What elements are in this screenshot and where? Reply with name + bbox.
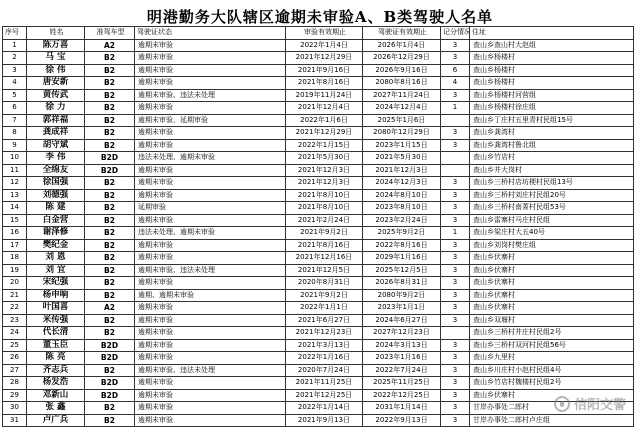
cell-index: 17: [3, 239, 27, 252]
cell-review-expiry: 2021年8月10日: [286, 189, 363, 202]
cell-status: 逾期未审验: [135, 52, 286, 65]
cell-review-expiry: 2022年1月15日: [286, 139, 363, 152]
cell-points: 1: [441, 227, 470, 240]
cell-review-expiry: 2021年9月13日: [286, 414, 363, 427]
cell-status: 违法未处理、逾期未审验: [135, 227, 286, 240]
cell-review-expiry: 2021年9月2日: [286, 227, 363, 240]
table-row: [3, 352, 634, 365]
cell-address: 查山乡井大岗村: [470, 164, 634, 177]
police-badge-icon: [554, 396, 570, 412]
cell-status: 逾期未审验: [135, 139, 286, 152]
cell-license-class: B2: [85, 289, 135, 302]
cell-points: 6: [441, 64, 470, 77]
table-row: [3, 339, 634, 352]
cell-name: 刘 恩: [27, 252, 85, 265]
table-row: [3, 189, 634, 202]
cell-index: 22: [3, 302, 27, 315]
cell-license-expiry: 2029年1月16日: [363, 252, 441, 265]
table-row: [3, 202, 634, 215]
cell-points: 3: [441, 277, 470, 290]
cell-license-class: B2: [85, 64, 135, 77]
cell-review-expiry: 2021年8月10日: [286, 202, 363, 215]
cell-points: 3: [441, 189, 470, 202]
table-row: [3, 227, 634, 240]
cell-address: 查山乡伏寨村: [470, 277, 634, 290]
cell-license-class: B2: [85, 89, 135, 102]
cell-status: 逾期未审验、违法未处理: [135, 364, 286, 377]
cell-status: 逾期未审验: [135, 302, 286, 315]
table-row: [3, 277, 634, 290]
cell-address: 查山乡伏寨村: [470, 264, 634, 277]
cell-points: 3: [441, 339, 470, 352]
table-row: [3, 139, 634, 152]
cell-license-expiry: 2024年6月27日: [363, 314, 441, 327]
table-row: [3, 64, 634, 77]
cell-status: 延期审验: [135, 202, 286, 215]
table-row: [3, 127, 634, 140]
cell-name: 唐安新: [27, 77, 85, 90]
table-row: [3, 414, 634, 427]
header-review-expiry: 审验有效期止: [286, 27, 363, 40]
cell-index: 20: [3, 277, 27, 290]
cell-name: 白金营: [27, 214, 85, 227]
cell-license-class: B2: [85, 177, 135, 190]
cell-status: 逾期未审验、违法未处理: [135, 89, 286, 102]
table-row: [3, 389, 634, 402]
cell-review-expiry: 2021年12月23日: [286, 327, 363, 340]
cell-review-expiry: 2021年12月29日: [286, 127, 363, 140]
cell-status: 逾期未审验: [135, 389, 286, 402]
header-name: 姓名: [27, 27, 85, 40]
cell-license-class: B2: [85, 364, 135, 377]
cell-review-expiry: 2021年9月16日: [286, 64, 363, 77]
cell-address: 查山乡伏寨村: [470, 302, 634, 315]
cell-points: 3: [441, 177, 470, 190]
cell-index: 18: [3, 252, 27, 265]
cell-points: 3: [441, 352, 470, 365]
cell-name: 黄传武: [27, 89, 85, 102]
cell-name: 龚成祥: [27, 127, 85, 140]
cell-index: 14: [3, 202, 27, 215]
cell-review-expiry: 2021年12月3日: [286, 164, 363, 177]
cell-status: 逾期未审验: [135, 277, 286, 290]
cell-license-class: B2: [85, 314, 135, 327]
cell-address: 查山乡三桥村刘庄村民组20号: [470, 189, 634, 202]
driver-list-table: [2, 26, 634, 427]
cell-index: 27: [3, 364, 27, 377]
cell-name: 陈 建: [27, 202, 85, 215]
cell-review-expiry: 2021年12月25日: [286, 389, 363, 402]
cell-license-class: B2D: [85, 164, 135, 177]
cell-points: [441, 114, 470, 127]
cell-index: 31: [3, 414, 27, 427]
cell-points: 3: [441, 202, 470, 215]
cell-index: 7: [3, 114, 27, 127]
cell-index: 6: [3, 102, 27, 115]
cell-points: 4: [441, 77, 470, 90]
cell-name: 代长清: [27, 327, 85, 340]
cell-index: 3: [3, 64, 27, 77]
cell-license-expiry: 2022年7月24日: [363, 364, 441, 377]
cell-review-expiry: 2020年8月31日: [286, 277, 363, 290]
table-row: [3, 327, 634, 340]
cell-address: 查山乡伏寨村: [470, 252, 634, 265]
cell-index: 26: [3, 352, 27, 365]
cell-index: 23: [3, 314, 27, 327]
cell-name: 谢泽修: [27, 227, 85, 240]
table-row: [3, 364, 634, 377]
cell-license-expiry: 2024年8月10日: [363, 189, 441, 202]
cell-index: 1: [3, 39, 27, 52]
cell-points: 3: [441, 364, 470, 377]
cell-status: 逾期未审验: [135, 314, 286, 327]
cell-review-expiry: 2021年6月27日: [286, 314, 363, 327]
cell-license-expiry: 2023年1月16日: [363, 352, 441, 365]
cell-index: 13: [3, 189, 27, 202]
cell-points: 3: [441, 377, 470, 390]
cell-points: 1: [441, 102, 470, 115]
header-license-class: 准驾车型: [85, 27, 135, 40]
cell-license-expiry: 2026年12月29日: [363, 52, 441, 65]
table-row: [3, 77, 634, 90]
cell-name: 胡守斌: [27, 139, 85, 152]
cell-address: 查山乡丁庄村五里青村民组15号: [470, 114, 634, 127]
cell-review-expiry: 2021年12月5日: [286, 264, 363, 277]
cell-review-expiry: 2021年12月4日: [286, 102, 363, 115]
cell-address: 查山乡九里村: [470, 352, 634, 365]
table-row: [3, 52, 634, 65]
cell-license-expiry: 2023年8月10日: [363, 202, 441, 215]
cell-address: 查山乡龚湾村鲁北组: [470, 139, 634, 152]
cell-index: 10: [3, 152, 27, 165]
cell-points: 3: [441, 389, 470, 402]
cell-license-expiry: 2025年9月2日: [363, 227, 441, 240]
cell-address: 查山乡查山村大赵组: [470, 39, 634, 52]
cell-name: 邓新山: [27, 389, 85, 402]
cell-address: 查山乡雷寨村马庄村民组: [470, 214, 634, 227]
cell-review-expiry: 2020年7月24日: [286, 364, 363, 377]
cell-name: 郭祥福: [27, 114, 85, 127]
table-row: [3, 302, 634, 315]
cell-index: 30: [3, 402, 27, 415]
cell-license-class: B2: [85, 189, 135, 202]
cell-name: 刘德强: [27, 189, 85, 202]
cell-review-expiry: 2021年3月13日: [286, 339, 363, 352]
cell-index: 29: [3, 389, 27, 402]
cell-name: 杨发浩: [27, 377, 85, 390]
table-row: [3, 314, 634, 327]
cell-name: 卢广兵: [27, 414, 85, 427]
cell-review-expiry: 2022年1月1日: [286, 302, 363, 315]
cell-address: 查山乡伏寨村: [470, 389, 634, 402]
cell-status: 逾期未审验: [135, 414, 286, 427]
cell-name: 刘 宜: [27, 264, 85, 277]
cell-index: 19: [3, 264, 27, 277]
cell-index: 12: [3, 177, 27, 190]
cell-license-class: B2: [85, 402, 135, 415]
cell-address: 甘岸办事处二郎村: [470, 402, 634, 415]
cell-address: 查山乡杨楼村: [470, 77, 634, 90]
cell-license-expiry: 2023年2月24日: [363, 214, 441, 227]
cell-name: 全绵友: [27, 164, 85, 177]
cell-license-class: B2: [85, 239, 135, 252]
cell-name: 李 伟: [27, 152, 85, 165]
cell-review-expiry: 2021年5月30日: [286, 152, 363, 165]
cell-points: 3: [441, 252, 470, 265]
cell-license-class: B2: [85, 252, 135, 265]
table-row: [3, 164, 634, 177]
cell-name: 张 鑫: [27, 402, 85, 415]
cell-review-expiry: 2022年1月6日: [286, 114, 363, 127]
cell-index: 16: [3, 227, 27, 240]
cell-review-expiry: 2021年8月16日: [286, 77, 363, 90]
cell-name: 杨申响: [27, 289, 85, 302]
cell-address: 查山乡竹店村: [470, 152, 634, 165]
cell-license-expiry: 2080年8月16日: [363, 77, 441, 90]
cell-status: 逾期未审验: [135, 64, 286, 77]
cell-license-class: B2: [85, 214, 135, 227]
cell-license-expiry: 2024年3月13日: [363, 339, 441, 352]
cell-license-class: B2: [85, 202, 135, 215]
cell-license-class: B2D: [85, 352, 135, 365]
cell-address: 查山乡三桥村店坊梗村民组13号: [470, 177, 634, 190]
cell-index: 5: [3, 89, 27, 102]
cell-name: 宋纪强: [27, 277, 85, 290]
cell-status: 逾期未审验: [135, 164, 286, 177]
cell-license-expiry: 2024年12月4日: [363, 102, 441, 115]
header-status: 驾驶证状态: [135, 27, 286, 40]
cell-address: 查山乡双堰村: [470, 314, 634, 327]
cell-license-class: A2: [85, 302, 135, 315]
cell-status: 逾期、逾期未审验: [135, 289, 286, 302]
cell-license-class: B2: [85, 264, 135, 277]
cell-name: 徐 力: [27, 102, 85, 115]
cell-status: 逾期未审验: [135, 377, 286, 390]
table-row: [3, 377, 634, 390]
cell-points: 3: [441, 127, 470, 140]
cell-license-expiry: 2026年9月16日: [363, 64, 441, 77]
cell-points: [441, 327, 470, 340]
cell-name: 米传强: [27, 314, 85, 327]
cell-status: 逾期未审验: [135, 39, 286, 52]
cell-license-expiry: 2021年12月3日: [363, 164, 441, 177]
cell-points: 3: [441, 52, 470, 65]
cell-name: 马 宝: [27, 52, 85, 65]
cell-points: 3: [441, 289, 470, 302]
header-address: 住址: [470, 27, 634, 40]
cell-points: 3: [441, 39, 470, 52]
cell-license-expiry: 2022年9月13日: [363, 414, 441, 427]
cell-index: 24: [3, 327, 27, 340]
cell-index: 9: [3, 139, 27, 152]
table-row: [3, 89, 634, 102]
cell-points: 3: [441, 139, 470, 152]
cell-name: 樊纪金: [27, 239, 85, 252]
cell-license-class: B2: [85, 114, 135, 127]
cell-address: 查山乡梁庄村大五40号: [470, 227, 634, 240]
cell-license-class: B2: [85, 277, 135, 290]
cell-address: 查山乡竹店村魏楼村民组2号: [470, 377, 634, 390]
cell-license-expiry: 2080年12月29日: [363, 127, 441, 140]
cell-license-expiry: 2080年9月2日: [363, 289, 441, 302]
cell-license-class: B2: [85, 52, 135, 65]
cell-license-expiry: 2025年11月25日: [363, 377, 441, 390]
cell-points: 3: [441, 402, 470, 415]
cell-review-expiry: 2021年2月24日: [286, 214, 363, 227]
cell-name: 董玉臣: [27, 339, 85, 352]
cell-review-expiry: 2022年1月16日: [286, 352, 363, 365]
watermark: [554, 394, 626, 413]
cell-license-class: B2D: [85, 152, 135, 165]
cell-name: 陈 亮: [27, 352, 85, 365]
cell-review-expiry: 2021年9月2日: [286, 289, 363, 302]
table-row: [3, 402, 634, 415]
cell-license-expiry: 2023年1月1日: [363, 302, 441, 315]
cell-address: 查山乡刘岗村樊庄组: [470, 239, 634, 252]
cell-license-class: B2: [85, 327, 135, 340]
cell-review-expiry: 2021年12月29日: [286, 52, 363, 65]
cell-address: 查山乡三桥村南菁村民组53号: [470, 202, 634, 215]
table-row: [3, 289, 634, 302]
cell-name: 徐国强: [27, 177, 85, 190]
cell-address: 查山乡三桥村井庄村民组2号: [470, 327, 634, 340]
cell-license-class: B2: [85, 414, 135, 427]
cell-status: 逾期未审验: [135, 177, 286, 190]
cell-index: 25: [3, 339, 27, 352]
cell-address: 查山乡龚湾村: [470, 127, 634, 140]
cell-license-class: B2D: [85, 389, 135, 402]
cell-status: 逾期未审验: [135, 339, 286, 352]
cell-address: 甘岸办事处二郎村卢庄组: [470, 414, 634, 427]
header-license-expiry: 驾驶证有效期止: [363, 27, 441, 40]
cell-review-expiry: 2019年11月24日: [286, 89, 363, 102]
cell-review-expiry: 2021年12月16日: [286, 252, 363, 265]
cell-license-expiry: 2027年12月23日: [363, 327, 441, 340]
table-row: [3, 114, 634, 127]
cell-status: 违法未处理、逾期未审验: [135, 152, 286, 165]
cell-license-expiry: 2025年1月6日: [363, 114, 441, 127]
table-row: [3, 264, 634, 277]
cell-address: 查山乡杨楼村徐庄组: [470, 102, 634, 115]
cell-points: 3: [441, 414, 470, 427]
cell-status: 逾期未审验: [135, 402, 286, 415]
cell-license-expiry: 2024年12月3日: [363, 177, 441, 190]
cell-license-expiry: 2026年1月4日: [363, 39, 441, 52]
table-row: [3, 214, 634, 227]
cell-points: 3: [441, 264, 470, 277]
cell-status: 逾期未审验: [135, 327, 286, 340]
cell-name: 陈万喜: [27, 39, 85, 52]
cell-license-class: B2: [85, 139, 135, 152]
cell-points: 3: [441, 239, 470, 252]
cell-address: 查山乡杨楼村: [470, 52, 634, 65]
cell-points: 3: [441, 214, 470, 227]
cell-license-class: B2: [85, 227, 135, 240]
cell-index: 4: [3, 77, 27, 90]
cell-points: 3: [441, 89, 470, 102]
cell-review-expiry: 2021年11月25日: [286, 377, 363, 390]
cell-license-expiry: 2023年1月15日: [363, 139, 441, 152]
cell-status: 逾期未审验: [135, 214, 286, 227]
cell-status: 逾期未审验: [135, 127, 286, 140]
cell-name: 叶国喜: [27, 302, 85, 315]
cell-license-expiry: 2027年11月24日: [363, 89, 441, 102]
cell-index: 28: [3, 377, 27, 390]
cell-name: 徐 伟: [27, 64, 85, 77]
cell-license-class: B2D: [85, 377, 135, 390]
cell-status: 逾期未审验: [135, 77, 286, 90]
table-row: [3, 239, 634, 252]
cell-address: 查山乡三桥村双河村民组56号: [470, 339, 634, 352]
cell-status: 逾期未审验: [135, 352, 286, 365]
cell-license-class: A2: [85, 39, 135, 52]
cell-index: 2: [3, 52, 27, 65]
table-row: [3, 252, 634, 265]
table-header-row: [3, 27, 634, 40]
cell-license-expiry: 2025年12月5日: [363, 264, 441, 277]
cell-status: 逾期未审验: [135, 189, 286, 202]
cell-address: 查山乡伏寨村: [470, 289, 634, 302]
cell-status: 逾期未审验: [135, 239, 286, 252]
cell-address: 查山乡杨楼村河营组: [470, 89, 634, 102]
cell-review-expiry: 2021年8月16日: [286, 239, 363, 252]
watermark-text: 信阳交警: [574, 394, 626, 413]
cell-review-expiry: 2022年1月4日: [286, 39, 363, 52]
table-row: [3, 39, 634, 52]
cell-status: 逾期未审验、延期审验: [135, 114, 286, 127]
header-index: 序号: [3, 27, 27, 40]
cell-review-expiry: 2021年12月3日: [286, 177, 363, 190]
cell-license-class: B2: [85, 77, 135, 90]
cell-status: 逾期未审验、违法未处理: [135, 264, 286, 277]
cell-points: [441, 164, 470, 177]
page-title: 明港勤务大队辖区逾期未审验A、B类驾驶人名单: [0, 6, 640, 27]
cell-license-expiry: 2022年8月16日: [363, 239, 441, 252]
cell-index: 21: [3, 289, 27, 302]
cell-license-expiry: 2021年5月30日: [363, 152, 441, 165]
cell-index: 8: [3, 127, 27, 140]
table-row: [3, 152, 634, 165]
cell-name: 齐志兵: [27, 364, 85, 377]
table-row: [3, 177, 634, 190]
cell-points: 3: [441, 314, 470, 327]
cell-license-class: B2D: [85, 339, 135, 352]
cell-license-class: B2: [85, 127, 135, 140]
cell-license-expiry: 2022年12月25日: [363, 389, 441, 402]
cell-license-class: B2: [85, 102, 135, 115]
cell-license-expiry: 2031年1月14日: [363, 402, 441, 415]
cell-address: 查山乡杨楼村: [470, 64, 634, 77]
cell-points: [441, 152, 470, 165]
cell-index: 15: [3, 214, 27, 227]
cell-review-expiry: 2022年1月14日: [286, 402, 363, 415]
cell-status: 逾期未审验: [135, 102, 286, 115]
cell-status: 逾期未审验: [135, 252, 286, 265]
cell-license-expiry: 2026年8月31日: [363, 277, 441, 290]
cell-points: 3: [441, 302, 470, 315]
header-points: 记分情况: [441, 27, 470, 40]
cell-address: 查山乡川庄村小赵村民组4号: [470, 364, 634, 377]
table-row: [3, 102, 634, 115]
cell-index: 11: [3, 164, 27, 177]
